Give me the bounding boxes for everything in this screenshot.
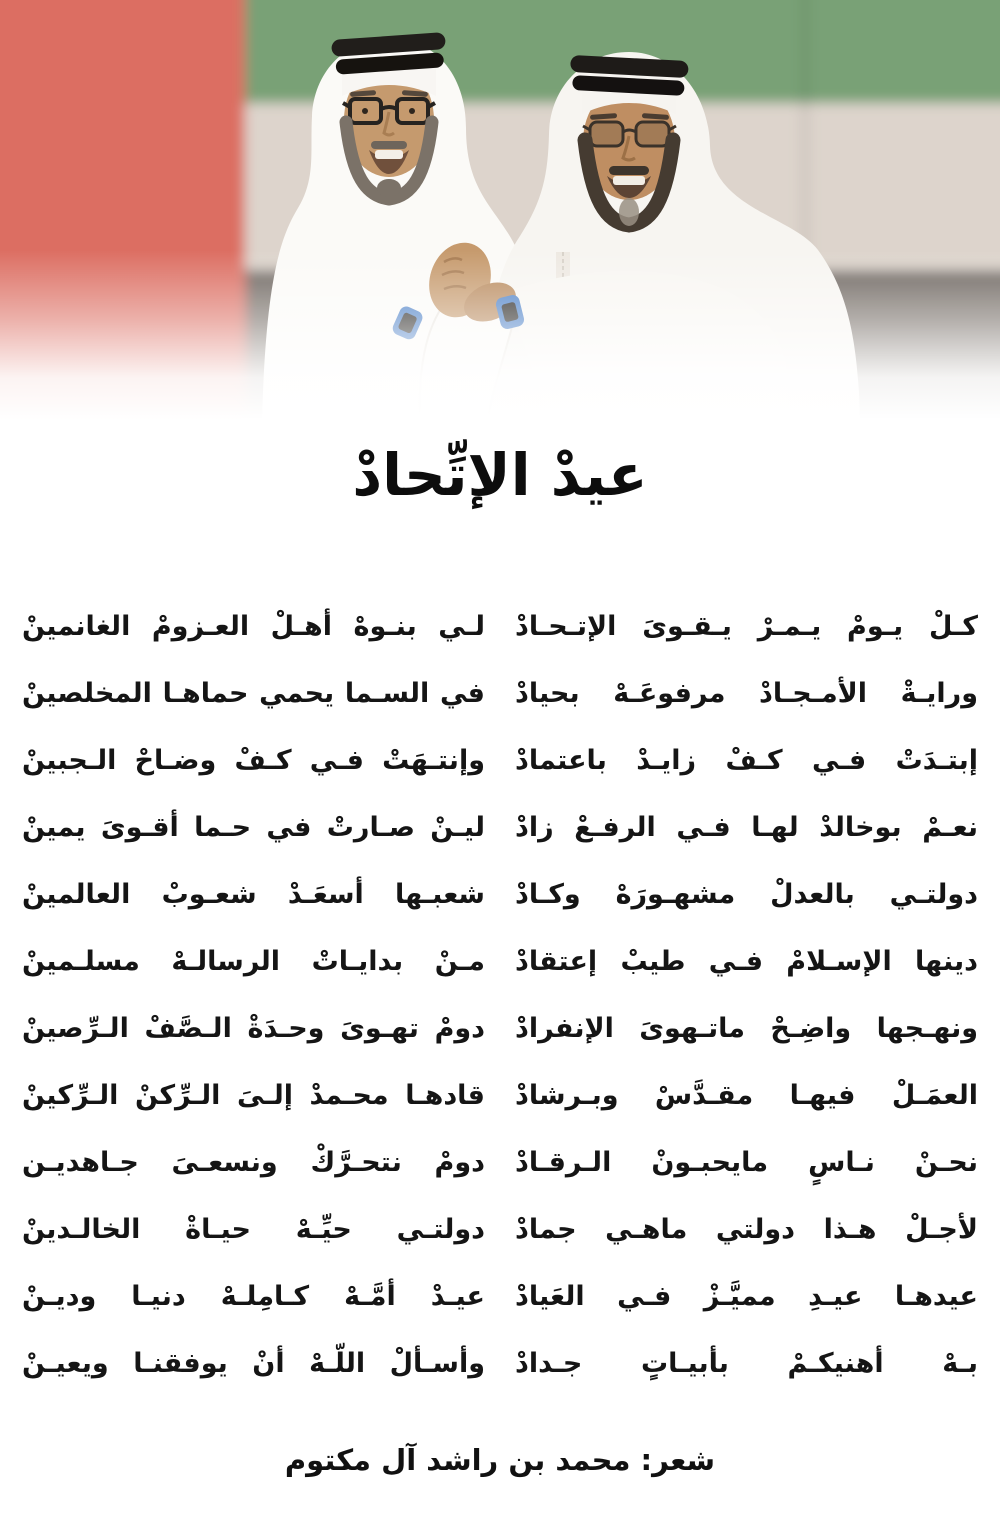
hemistich-second: دومْ نتحـرَّكْ ونسعـىَ جـاهديـن bbox=[22, 1147, 485, 1179]
hemistich-first: ورايـةْ الأمـجـادْ مرفوعَـهْ بحيادْ bbox=[515, 678, 978, 710]
page-title: عيدْ الإتِّحادْ bbox=[352, 441, 648, 509]
hemistich-first: بـهْ أهنيكـمْ بأبيـاتٍ جـدادْ bbox=[515, 1348, 978, 1380]
hemistich-second: ليـنْ صـارتْ في حـما أقـوىَ يمينْ bbox=[22, 812, 485, 844]
hemistich-second: في السـما يحمي حماهـا المخلصينْ bbox=[22, 678, 485, 710]
hemistich-second: لـي بنـوهْ أهـلْ العـزومْ الغانمينْ bbox=[22, 611, 485, 643]
hemistich-second: وأسـألْ اللّـهْ أنْ يوفقنـا ويعيـنْ bbox=[22, 1348, 485, 1380]
hemistich-second: دولتـي حيِّـهْ حيـاةْ الخالـدينْ bbox=[22, 1214, 485, 1246]
hemistich-second: شعبـها أسعَـدْ شعـوبْ العالمينْ bbox=[22, 879, 485, 911]
poet-attribution: شعر: محمد بن راشد آل مكتوم bbox=[284, 1443, 716, 1478]
hemistich-first: عيدهـا عيـدِ مميَّـزْ فـي العَيادْ bbox=[515, 1281, 978, 1313]
hemistich-second: عيـدْ أمَّـهْ كـامِلـهْ دنيـا وديـنْ bbox=[22, 1281, 485, 1313]
hemistich-first: كـلْ يـومْ يـمـرْ يـقـوىَ الإتـحـادْ bbox=[515, 611, 978, 643]
bottom-fade bbox=[0, 250, 1000, 420]
hemistich-first: ونهـجها واضِـحْ ماتـهوىَ الإنفرادْ bbox=[515, 1013, 978, 1045]
hemistich-first: العمَـلْ فيهـا مقـدَّسْ وبـرشادْ bbox=[515, 1080, 978, 1112]
hemistich-second: دومْ تهـوىَ وحـدَةْ الـصَّفْ الـرِّصينْ bbox=[22, 1013, 485, 1045]
hemistich-second: وإنتـهَتْ فـي كـفْ وضـاحْ الـجبينْ bbox=[22, 745, 485, 777]
hemistich-first: إبتـدَتْ فـي كـفْ زايـدْ باعتمادْ bbox=[515, 745, 978, 777]
hemistich-first: نعـمْ بوخالدْ لهـا فـي الرفـعْ زادْ bbox=[515, 812, 978, 844]
poem bbox=[0, 593, 1000, 1397]
hemistich-first: لأجـلْ هـذا دولتي ماهـي جمادْ bbox=[515, 1214, 978, 1246]
hemistich-second: قادهـا محـمدْ إلـىَ الـرِّكنْ الـرِّكينْ bbox=[22, 1080, 485, 1112]
hemistich-second: مـنْ بدايـاتْ الرسالـهْ مسلـمينْ bbox=[22, 946, 485, 978]
hero-photo bbox=[0, 0, 1000, 420]
hemistich-first: نحـنْ نـاسٍ مايحبـونْ الـرقـادْ bbox=[515, 1147, 978, 1179]
hemistich-first: دولتـي بالعدلْ مشهـورَهْ وكـادْ bbox=[515, 879, 978, 911]
hemistich-first: دينها الإسـلامْ فـي طيبْ إعتقادْ bbox=[515, 946, 978, 978]
